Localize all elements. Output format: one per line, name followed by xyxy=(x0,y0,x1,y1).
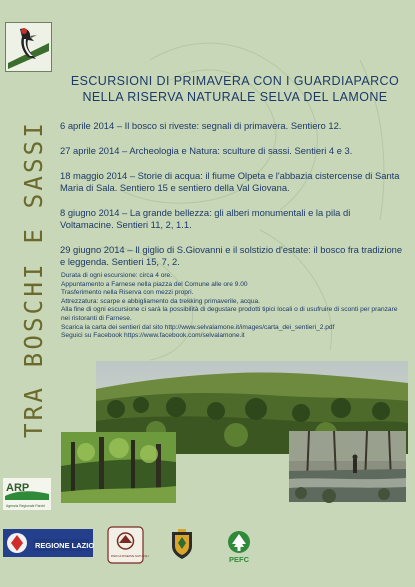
arp-logo-text: ARP xyxy=(6,482,30,494)
info-link[interactable]: Seguici su Facebook https://www.facebook.com/selvalamone.it xyxy=(61,332,245,340)
info-block xyxy=(61,272,406,341)
wetland-image xyxy=(289,431,406,502)
event-item: 18 maggio 2014 – Storie di acqua: il fiume Olpeta e l'abbazia cistercense di Santa Maria di Sala. Sentiero 15 e sentiero della Val Giovana. xyxy=(60,170,400,193)
wetland-photo xyxy=(289,431,406,502)
info-line: Trasferimento nella Riserva con mezzi propri. xyxy=(61,289,194,297)
arp-logo-icon xyxy=(3,478,51,510)
pefc-icon xyxy=(221,528,257,564)
regione-lazio-text: REGIONE LAZIO xyxy=(35,541,95,550)
event-list xyxy=(60,120,405,281)
woodpecker-logo xyxy=(5,22,52,72)
riserva-naturale-logo xyxy=(108,527,149,563)
coat-of-arms-icon xyxy=(168,528,196,560)
arp-logo xyxy=(3,478,51,510)
info-line: Alla fine di ogni escursione ci sarà la possibilità di degustare prodotti tipici locali o di usufruire di sconti per pranzare nei ristoranti di Farnese. xyxy=(61,306,398,322)
woodland-path-image xyxy=(61,432,176,503)
woodland-path-photo xyxy=(61,432,176,503)
poster-heading xyxy=(60,73,410,105)
heading-line-1: ESCURSIONI DI PRIMAVERA CON I GUARDIAPARCO xyxy=(70,74,400,88)
side-title xyxy=(18,110,48,440)
event-item: 27 aprile 2014 – Archeologia e Natura: sculture di sassi. Sentieri 4 e 3. xyxy=(60,145,353,156)
info-link[interactable]: Scarica la carta dei sentieri dal sito http://www.selvalamone.it/images/carta_dei_sentieri_2.pdf xyxy=(61,323,335,331)
side-title-text: TRA BOSCHI E SASSI xyxy=(19,109,48,438)
pefc-logo xyxy=(221,528,257,564)
regione-lazio-logo xyxy=(3,529,93,557)
heading-line-2: NELLA RISERVA NATURALE SELVA DEL LAMONE xyxy=(82,90,388,104)
pefc-text: PEFC xyxy=(229,555,250,564)
event-item: 6 aprile 2014 – Il bosco si riveste: segnali di primavera. Sentiero 12. xyxy=(60,120,342,131)
woodpecker-icon xyxy=(6,23,51,71)
coat-of-arms-logo xyxy=(168,528,196,560)
info-line: Attrezzatura: scarpe e abbigliamento da trekking primaverile, acqua. xyxy=(61,297,261,305)
info-line: Appuntamento a Farnese nella piazza del Comune alle ore 9.00 xyxy=(61,280,248,288)
riserva-naturale-text: PARCHI RISERVE NATURALI xyxy=(111,554,149,558)
arp-logo-subtitle: Agenzia Regionale Parchi xyxy=(6,504,46,508)
event-item: 8 giugno 2014 – La grande bellezza: gli alberi monumentali e la pila di Voltamacine. Sentieri 11, 2, 1.1. xyxy=(60,207,351,230)
regione-lazio-icon xyxy=(3,529,93,557)
event-item: 29 giugno 2014 – Il giglio di S.Giovanni e il solstizio d'estate: il bosco fra tradizione e leggenda. Sentieri 15, 7, 2. xyxy=(60,244,403,267)
riserva-naturale-icon xyxy=(108,527,149,563)
info-line: Durata di ogni escursione: circa 4 ore. xyxy=(61,272,173,279)
